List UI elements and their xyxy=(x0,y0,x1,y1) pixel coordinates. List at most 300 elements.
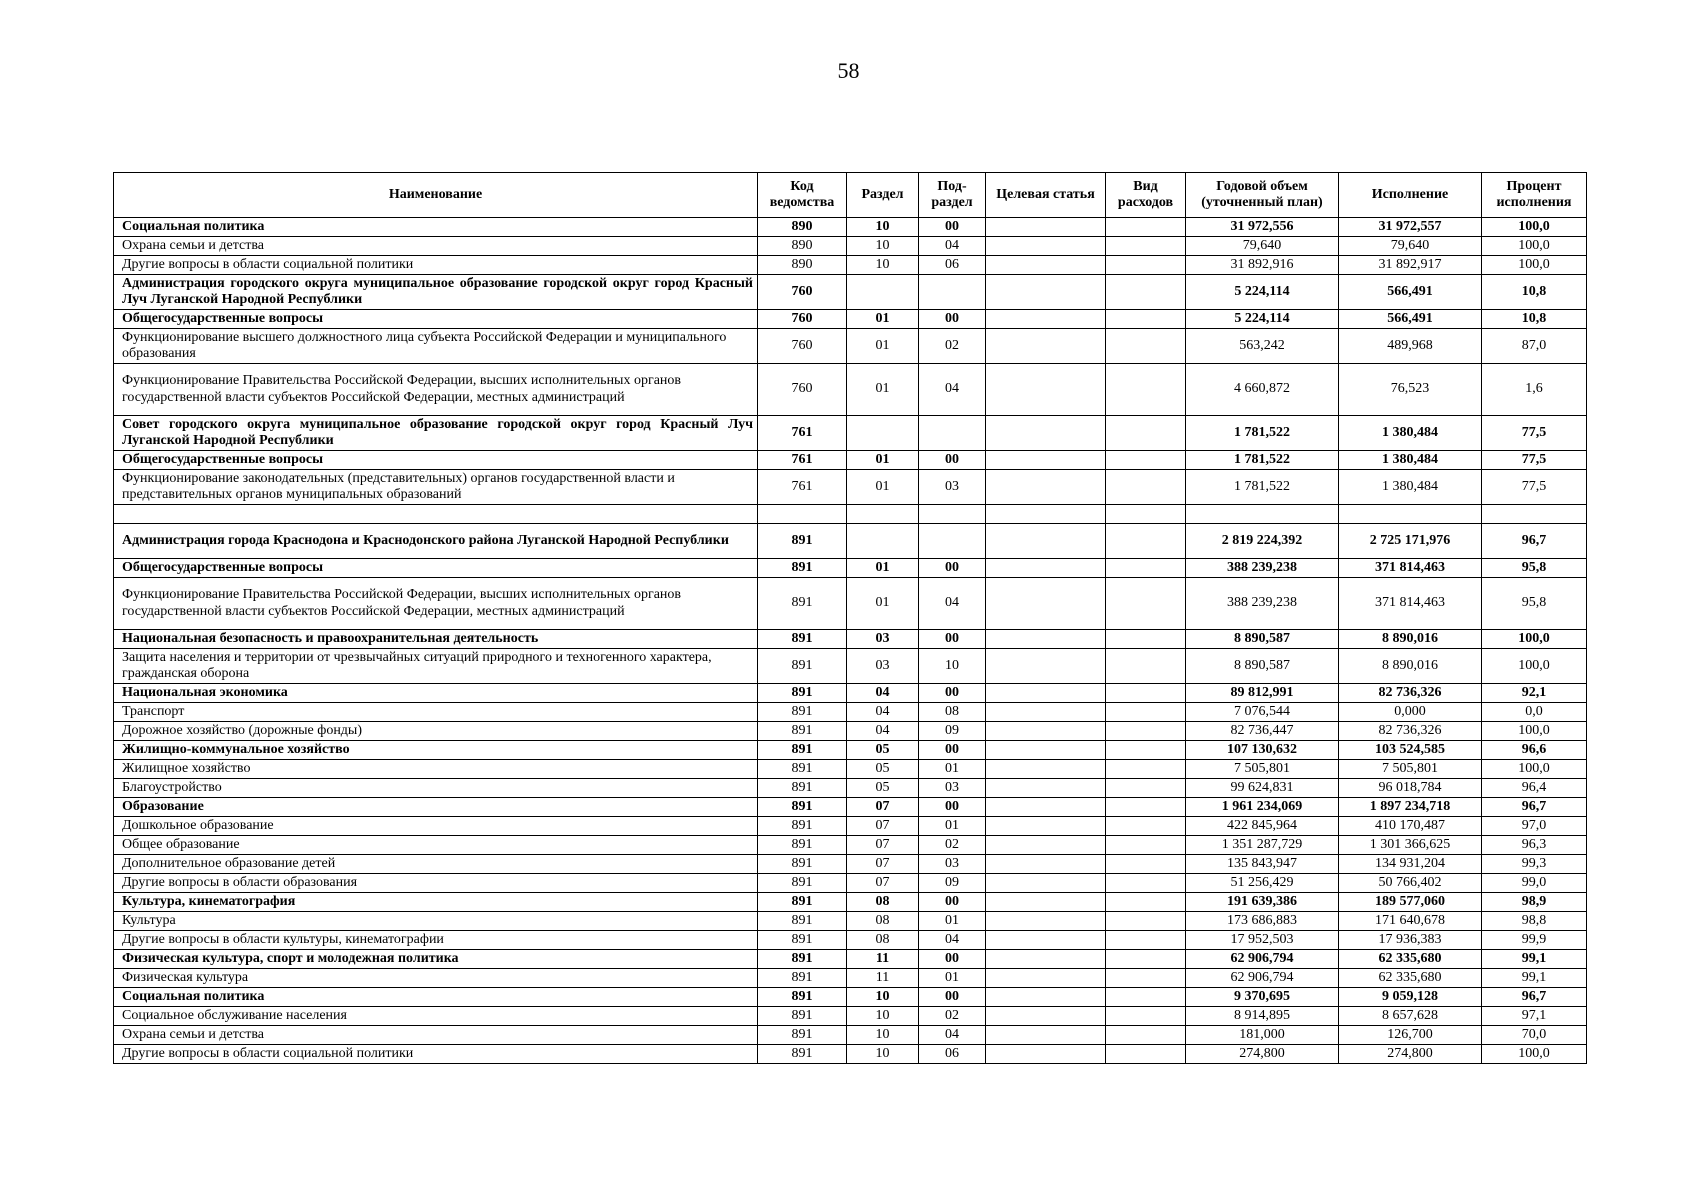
cell-dept-code: 891 xyxy=(758,779,847,798)
cell-execution: 17 936,383 xyxy=(1339,931,1482,950)
table-row xyxy=(114,1026,1587,1045)
cell-subsection: 06 xyxy=(919,256,986,275)
cell-expense-type xyxy=(1106,969,1186,988)
cell-section: 05 xyxy=(847,779,919,798)
cell-percent: 99,1 xyxy=(1482,969,1587,988)
cell-dept-code: 891 xyxy=(758,1045,847,1064)
cell-expense-type xyxy=(1106,470,1186,505)
cell-target-article xyxy=(986,578,1106,630)
cell-percent: 96,6 xyxy=(1482,741,1587,760)
cell-subsection: 04 xyxy=(919,1026,986,1045)
cell-target-article xyxy=(986,969,1106,988)
cell-name: Другие вопросы в области культуры, кинематографии xyxy=(114,931,758,950)
cell-annual-plan: 31 972,556 xyxy=(1186,218,1339,237)
cell-percent xyxy=(1482,505,1587,524)
cell-execution: 7 505,801 xyxy=(1339,760,1482,779)
cell-execution: 171 640,678 xyxy=(1339,912,1482,931)
cell-section: 10 xyxy=(847,1026,919,1045)
cell-subsection: 00 xyxy=(919,893,986,912)
cell-name: Общее образование xyxy=(114,836,758,855)
cell-execution: 274,800 xyxy=(1339,1045,1482,1064)
cell-subsection: 00 xyxy=(919,741,986,760)
cell-dept-code: 891 xyxy=(758,760,847,779)
cell-expense-type xyxy=(1106,893,1186,912)
cell-subsection: 03 xyxy=(919,470,986,505)
cell-dept-code: 761 xyxy=(758,451,847,470)
cell-target-article xyxy=(986,630,1106,649)
cell-target-article xyxy=(986,256,1106,275)
cell-percent: 100,0 xyxy=(1482,218,1587,237)
cell-name: Социальная политика xyxy=(114,218,758,237)
cell-execution: 8 657,628 xyxy=(1339,1007,1482,1026)
page-number: 58 xyxy=(837,58,860,83)
cell-percent: 0,0 xyxy=(1482,703,1587,722)
cell-name: Дорожное хозяйство (дорожные фонды) xyxy=(114,722,758,741)
cell-name: Охрана семьи и детства xyxy=(114,1026,758,1045)
cell-annual-plan: 191 639,386 xyxy=(1186,893,1339,912)
table-row xyxy=(114,559,1587,578)
cell-expense-type xyxy=(1106,218,1186,237)
cell-target-article xyxy=(986,798,1106,817)
cell-subsection: 00 xyxy=(919,310,986,329)
cell-execution: 31 892,917 xyxy=(1339,256,1482,275)
cell-section xyxy=(847,416,919,451)
cell-expense-type xyxy=(1106,364,1186,416)
cell-target-article xyxy=(986,470,1106,505)
cell-target-article xyxy=(986,451,1106,470)
table-row xyxy=(114,760,1587,779)
cell-annual-plan: 7 505,801 xyxy=(1186,760,1339,779)
cell-dept-code: 760 xyxy=(758,275,847,310)
cell-dept-code: 891 xyxy=(758,798,847,817)
cell-section: 10 xyxy=(847,237,919,256)
cell-annual-plan: 1 781,522 xyxy=(1186,416,1339,451)
cell-subsection: 06 xyxy=(919,1045,986,1064)
cell-annual-plan: 99 624,831 xyxy=(1186,779,1339,798)
cell-target-article xyxy=(986,237,1106,256)
table-row xyxy=(114,893,1587,912)
cell-subsection: 00 xyxy=(919,630,986,649)
cell-section: 03 xyxy=(847,649,919,684)
cell-target-article xyxy=(986,855,1106,874)
header-percent: Процент исполнения xyxy=(1482,173,1587,218)
cell-expense-type xyxy=(1106,722,1186,741)
cell-percent: 96,3 xyxy=(1482,836,1587,855)
cell-execution: 1 301 366,625 xyxy=(1339,836,1482,855)
cell-dept-code: 891 xyxy=(758,836,847,855)
cell-expense-type xyxy=(1106,310,1186,329)
cell-subsection: 00 xyxy=(919,451,986,470)
cell-section: 01 xyxy=(847,310,919,329)
cell-percent: 96,4 xyxy=(1482,779,1587,798)
cell-percent: 100,0 xyxy=(1482,649,1587,684)
cell-name: Физическая культура, спорт и молодежная политика xyxy=(114,950,758,969)
table-row xyxy=(114,329,1587,364)
cell-section xyxy=(847,505,919,524)
cell-expense-type xyxy=(1106,988,1186,1007)
cell-dept-code: 890 xyxy=(758,256,847,275)
cell-annual-plan: 8 890,587 xyxy=(1186,630,1339,649)
cell-annual-plan: 135 843,947 xyxy=(1186,855,1339,874)
table-row xyxy=(114,1007,1587,1026)
cell-name: Защита населения и территории от чрезвычайных ситуаций природного и техногенного характера, гражданская оборона xyxy=(114,649,758,684)
cell-name: Администрация городского округа муниципальное образование городской округ город Красный Луч Луганской Народной Республики xyxy=(114,275,758,310)
table-row xyxy=(114,684,1587,703)
cell-section: 04 xyxy=(847,722,919,741)
cell-annual-plan: 422 845,964 xyxy=(1186,817,1339,836)
cell-percent: 77,5 xyxy=(1482,451,1587,470)
cell-section: 07 xyxy=(847,855,919,874)
cell-target-article xyxy=(986,988,1106,1007)
cell-subsection: 01 xyxy=(919,817,986,836)
cell-annual-plan: 1 961 234,069 xyxy=(1186,798,1339,817)
cell-name: Социальная политика xyxy=(114,988,758,1007)
table-row xyxy=(114,524,1587,559)
cell-annual-plan: 51 256,429 xyxy=(1186,874,1339,893)
cell-annual-plan: 2 819 224,392 xyxy=(1186,524,1339,559)
cell-subsection: 00 xyxy=(919,988,986,1007)
cell-dept-code: 891 xyxy=(758,703,847,722)
cell-subsection: 09 xyxy=(919,874,986,893)
cell-target-article xyxy=(986,931,1106,950)
cell-dept-code: 891 xyxy=(758,950,847,969)
cell-annual-plan: 1 781,522 xyxy=(1186,451,1339,470)
cell-annual-plan: 181,000 xyxy=(1186,1026,1339,1045)
table-row xyxy=(114,578,1587,630)
cell-dept-code: 891 xyxy=(758,817,847,836)
cell-name: Другие вопросы в области социальной политики xyxy=(114,256,758,275)
cell-dept-code xyxy=(758,505,847,524)
cell-expense-type xyxy=(1106,855,1186,874)
cell-target-article xyxy=(986,559,1106,578)
cell-execution: 8 890,016 xyxy=(1339,630,1482,649)
cell-expense-type xyxy=(1106,950,1186,969)
header-execution: Исполнение xyxy=(1339,173,1482,218)
cell-percent: 10,8 xyxy=(1482,310,1587,329)
cell-expense-type xyxy=(1106,416,1186,451)
cell-execution: 62 335,680 xyxy=(1339,969,1482,988)
table-row xyxy=(114,275,1587,310)
cell-section: 07 xyxy=(847,798,919,817)
table-row xyxy=(114,836,1587,855)
cell-annual-plan: 89 812,991 xyxy=(1186,684,1339,703)
cell-subsection: 01 xyxy=(919,760,986,779)
cell-percent: 95,8 xyxy=(1482,559,1587,578)
cell-target-article xyxy=(986,649,1106,684)
cell-expense-type xyxy=(1106,836,1186,855)
cell-execution: 8 890,016 xyxy=(1339,649,1482,684)
cell-percent: 100,0 xyxy=(1482,722,1587,741)
cell-expense-type xyxy=(1106,912,1186,931)
cell-section: 10 xyxy=(847,1007,919,1026)
cell-name: Дополнительное образование детей xyxy=(114,855,758,874)
cell-expense-type xyxy=(1106,1045,1186,1064)
cell-subsection: 02 xyxy=(919,836,986,855)
cell-target-article xyxy=(986,524,1106,559)
cell-annual-plan: 173 686,883 xyxy=(1186,912,1339,931)
cell-dept-code: 891 xyxy=(758,969,847,988)
cell-execution: 79,640 xyxy=(1339,237,1482,256)
cell-execution: 62 335,680 xyxy=(1339,950,1482,969)
cell-execution: 103 524,585 xyxy=(1339,741,1482,760)
cell-subsection: 04 xyxy=(919,931,986,950)
cell-dept-code: 891 xyxy=(758,524,847,559)
cell-dept-code: 890 xyxy=(758,218,847,237)
table-header-row xyxy=(114,173,1587,218)
cell-annual-plan xyxy=(1186,505,1339,524)
cell-section: 11 xyxy=(847,969,919,988)
table-row xyxy=(114,855,1587,874)
cell-name: Совет городского округа муниципальное образование городской округ город Красный Луч Луганской Народной Республики xyxy=(114,416,758,451)
cell-annual-plan: 7 076,544 xyxy=(1186,703,1339,722)
cell-section: 07 xyxy=(847,874,919,893)
cell-section: 10 xyxy=(847,1045,919,1064)
cell-subsection: 04 xyxy=(919,578,986,630)
cell-expense-type xyxy=(1106,559,1186,578)
cell-name: Культура, кинематография xyxy=(114,893,758,912)
cell-name: Общегосударственные вопросы xyxy=(114,559,758,578)
cell-execution: 96 018,784 xyxy=(1339,779,1482,798)
cell-execution: 1 380,484 xyxy=(1339,470,1482,505)
cell-section: 01 xyxy=(847,578,919,630)
cell-expense-type xyxy=(1106,329,1186,364)
cell-percent: 100,0 xyxy=(1482,760,1587,779)
cell-subsection: 04 xyxy=(919,364,986,416)
cell-target-article xyxy=(986,505,1106,524)
cell-subsection: 03 xyxy=(919,855,986,874)
cell-dept-code: 891 xyxy=(758,649,847,684)
cell-annual-plan: 388 239,238 xyxy=(1186,578,1339,630)
cell-annual-plan: 5 224,114 xyxy=(1186,275,1339,310)
cell-section: 10 xyxy=(847,256,919,275)
cell-name: Общегосударственные вопросы xyxy=(114,451,758,470)
cell-target-article xyxy=(986,893,1106,912)
cell-percent: 70,0 xyxy=(1482,1026,1587,1045)
cell-section: 04 xyxy=(847,684,919,703)
cell-annual-plan: 17 952,503 xyxy=(1186,931,1339,950)
cell-percent: 97,1 xyxy=(1482,1007,1587,1026)
cell-dept-code: 891 xyxy=(758,855,847,874)
cell-annual-plan: 1 351 287,729 xyxy=(1186,836,1339,855)
cell-expense-type xyxy=(1106,1007,1186,1026)
table-row xyxy=(114,630,1587,649)
cell-percent: 99,0 xyxy=(1482,874,1587,893)
cell-target-article xyxy=(986,817,1106,836)
cell-execution: 1 380,484 xyxy=(1339,416,1482,451)
cell-section: 05 xyxy=(847,760,919,779)
cell-annual-plan: 5 224,114 xyxy=(1186,310,1339,329)
header-expense-type: Вид расходов xyxy=(1106,173,1186,218)
cell-percent: 100,0 xyxy=(1482,256,1587,275)
cell-name: Национальная экономика xyxy=(114,684,758,703)
cell-subsection xyxy=(919,416,986,451)
cell-section: 10 xyxy=(847,988,919,1007)
cell-target-article xyxy=(986,912,1106,931)
cell-name: Жилищно-коммунальное хозяйство xyxy=(114,741,758,760)
header-annual-plan: Годовой объем (уточненный план) xyxy=(1186,173,1339,218)
cell-percent: 96,7 xyxy=(1482,798,1587,817)
cell-annual-plan: 8 914,895 xyxy=(1186,1007,1339,1026)
table-body xyxy=(114,218,1587,1064)
cell-annual-plan: 1 781,522 xyxy=(1186,470,1339,505)
cell-name xyxy=(114,505,758,524)
cell-execution: 410 170,487 xyxy=(1339,817,1482,836)
cell-target-article xyxy=(986,741,1106,760)
cell-dept-code: 891 xyxy=(758,559,847,578)
cell-expense-type xyxy=(1106,649,1186,684)
table-row xyxy=(114,817,1587,836)
cell-section: 01 xyxy=(847,470,919,505)
table-row xyxy=(114,649,1587,684)
table-row xyxy=(114,218,1587,237)
cell-target-article xyxy=(986,275,1106,310)
cell-subsection xyxy=(919,524,986,559)
cell-target-article xyxy=(986,950,1106,969)
cell-section: 08 xyxy=(847,931,919,950)
header-subsection: Под-раздел xyxy=(919,173,986,218)
cell-expense-type xyxy=(1106,817,1186,836)
cell-target-article xyxy=(986,1045,1106,1064)
cell-subsection xyxy=(919,505,986,524)
cell-subsection: 10 xyxy=(919,649,986,684)
cell-percent: 1,6 xyxy=(1482,364,1587,416)
cell-expense-type xyxy=(1106,684,1186,703)
cell-section xyxy=(847,275,919,310)
cell-dept-code: 891 xyxy=(758,1026,847,1045)
cell-name: Жилищное хозяйство xyxy=(114,760,758,779)
cell-name: Функционирование законодательных (представительных) органов государственной власти и представительных органов муниципальных образований xyxy=(114,470,758,505)
cell-execution: 50 766,402 xyxy=(1339,874,1482,893)
cell-percent: 99,9 xyxy=(1482,931,1587,950)
cell-name: Администрация города Краснодона и Краснодонского района Луганской Народной Республики xyxy=(114,524,758,559)
cell-target-article xyxy=(986,703,1106,722)
cell-annual-plan: 62 906,794 xyxy=(1186,969,1339,988)
cell-name: Благоустройство xyxy=(114,779,758,798)
cell-expense-type xyxy=(1106,505,1186,524)
cell-execution: 134 931,204 xyxy=(1339,855,1482,874)
cell-subsection xyxy=(919,275,986,310)
cell-expense-type xyxy=(1106,703,1186,722)
cell-dept-code: 891 xyxy=(758,1007,847,1026)
cell-percent: 99,1 xyxy=(1482,950,1587,969)
cell-expense-type xyxy=(1106,451,1186,470)
header-section: Раздел xyxy=(847,173,919,218)
cell-annual-plan: 79,640 xyxy=(1186,237,1339,256)
cell-section: 11 xyxy=(847,950,919,969)
cell-expense-type xyxy=(1106,524,1186,559)
table-row xyxy=(114,451,1587,470)
table-row xyxy=(114,703,1587,722)
cell-percent: 97,0 xyxy=(1482,817,1587,836)
cell-dept-code: 890 xyxy=(758,237,847,256)
cell-section: 08 xyxy=(847,893,919,912)
cell-target-article xyxy=(986,684,1106,703)
cell-section: 01 xyxy=(847,559,919,578)
cell-execution: 126,700 xyxy=(1339,1026,1482,1045)
table-row xyxy=(114,364,1587,416)
cell-section: 03 xyxy=(847,630,919,649)
table-row xyxy=(114,779,1587,798)
cell-name: Общегосударственные вопросы xyxy=(114,310,758,329)
cell-percent: 10,8 xyxy=(1482,275,1587,310)
cell-expense-type xyxy=(1106,630,1186,649)
cell-execution: 82 736,326 xyxy=(1339,684,1482,703)
cell-subsection: 00 xyxy=(919,684,986,703)
cell-name: Культура xyxy=(114,912,758,931)
cell-target-article xyxy=(986,218,1106,237)
table-row xyxy=(114,969,1587,988)
cell-subsection: 01 xyxy=(919,912,986,931)
cell-percent: 98,8 xyxy=(1482,912,1587,931)
cell-name: Функционирование Правительства Российской Федерации, высших исполнительных органов государственной власти субъектов Российской Федерации, местных администраций xyxy=(114,578,758,630)
cell-subsection: 09 xyxy=(919,722,986,741)
cell-execution: 189 577,060 xyxy=(1339,893,1482,912)
cell-name: Охрана семьи и детства xyxy=(114,237,758,256)
cell-section: 10 xyxy=(847,218,919,237)
cell-percent: 96,7 xyxy=(1482,988,1587,1007)
budget-execution-table xyxy=(113,172,1587,1064)
cell-execution xyxy=(1339,505,1482,524)
cell-execution: 76,523 xyxy=(1339,364,1482,416)
cell-percent: 99,3 xyxy=(1482,855,1587,874)
cell-dept-code: 891 xyxy=(758,988,847,1007)
cell-subsection: 01 xyxy=(919,969,986,988)
cell-percent: 100,0 xyxy=(1482,1045,1587,1064)
cell-annual-plan: 274,800 xyxy=(1186,1045,1339,1064)
table-row xyxy=(114,416,1587,451)
cell-target-article xyxy=(986,1026,1106,1045)
cell-dept-code: 891 xyxy=(758,874,847,893)
cell-percent: 87,0 xyxy=(1482,329,1587,364)
cell-expense-type xyxy=(1106,760,1186,779)
cell-dept-code: 891 xyxy=(758,931,847,950)
cell-annual-plan: 107 130,632 xyxy=(1186,741,1339,760)
cell-percent: 77,5 xyxy=(1482,416,1587,451)
table-row xyxy=(114,256,1587,275)
cell-execution: 1 897 234,718 xyxy=(1339,798,1482,817)
cell-expense-type xyxy=(1106,874,1186,893)
cell-execution: 566,491 xyxy=(1339,310,1482,329)
table-row xyxy=(114,310,1587,329)
cell-dept-code: 760 xyxy=(758,329,847,364)
table-row xyxy=(114,988,1587,1007)
cell-execution: 371 814,463 xyxy=(1339,559,1482,578)
table-row xyxy=(114,470,1587,505)
cell-dept-code: 891 xyxy=(758,741,847,760)
cell-name: Другие вопросы в области образования xyxy=(114,874,758,893)
cell-expense-type xyxy=(1106,741,1186,760)
header-target-article: Целевая статья xyxy=(986,173,1106,218)
table-row xyxy=(114,912,1587,931)
cell-execution: 2 725 171,976 xyxy=(1339,524,1482,559)
cell-dept-code: 891 xyxy=(758,578,847,630)
cell-execution: 566,491 xyxy=(1339,275,1482,310)
cell-percent: 100,0 xyxy=(1482,630,1587,649)
cell-target-article xyxy=(986,416,1106,451)
cell-section: 07 xyxy=(847,817,919,836)
cell-percent: 96,7 xyxy=(1482,524,1587,559)
table-row xyxy=(114,237,1587,256)
cell-expense-type xyxy=(1106,237,1186,256)
cell-section: 04 xyxy=(847,703,919,722)
cell-subsection: 02 xyxy=(919,1007,986,1026)
spacer-row xyxy=(114,505,1587,524)
cell-target-article xyxy=(986,329,1106,364)
cell-expense-type xyxy=(1106,1026,1186,1045)
cell-name: Физическая культура xyxy=(114,969,758,988)
cell-section: 01 xyxy=(847,329,919,364)
cell-annual-plan: 388 239,238 xyxy=(1186,559,1339,578)
